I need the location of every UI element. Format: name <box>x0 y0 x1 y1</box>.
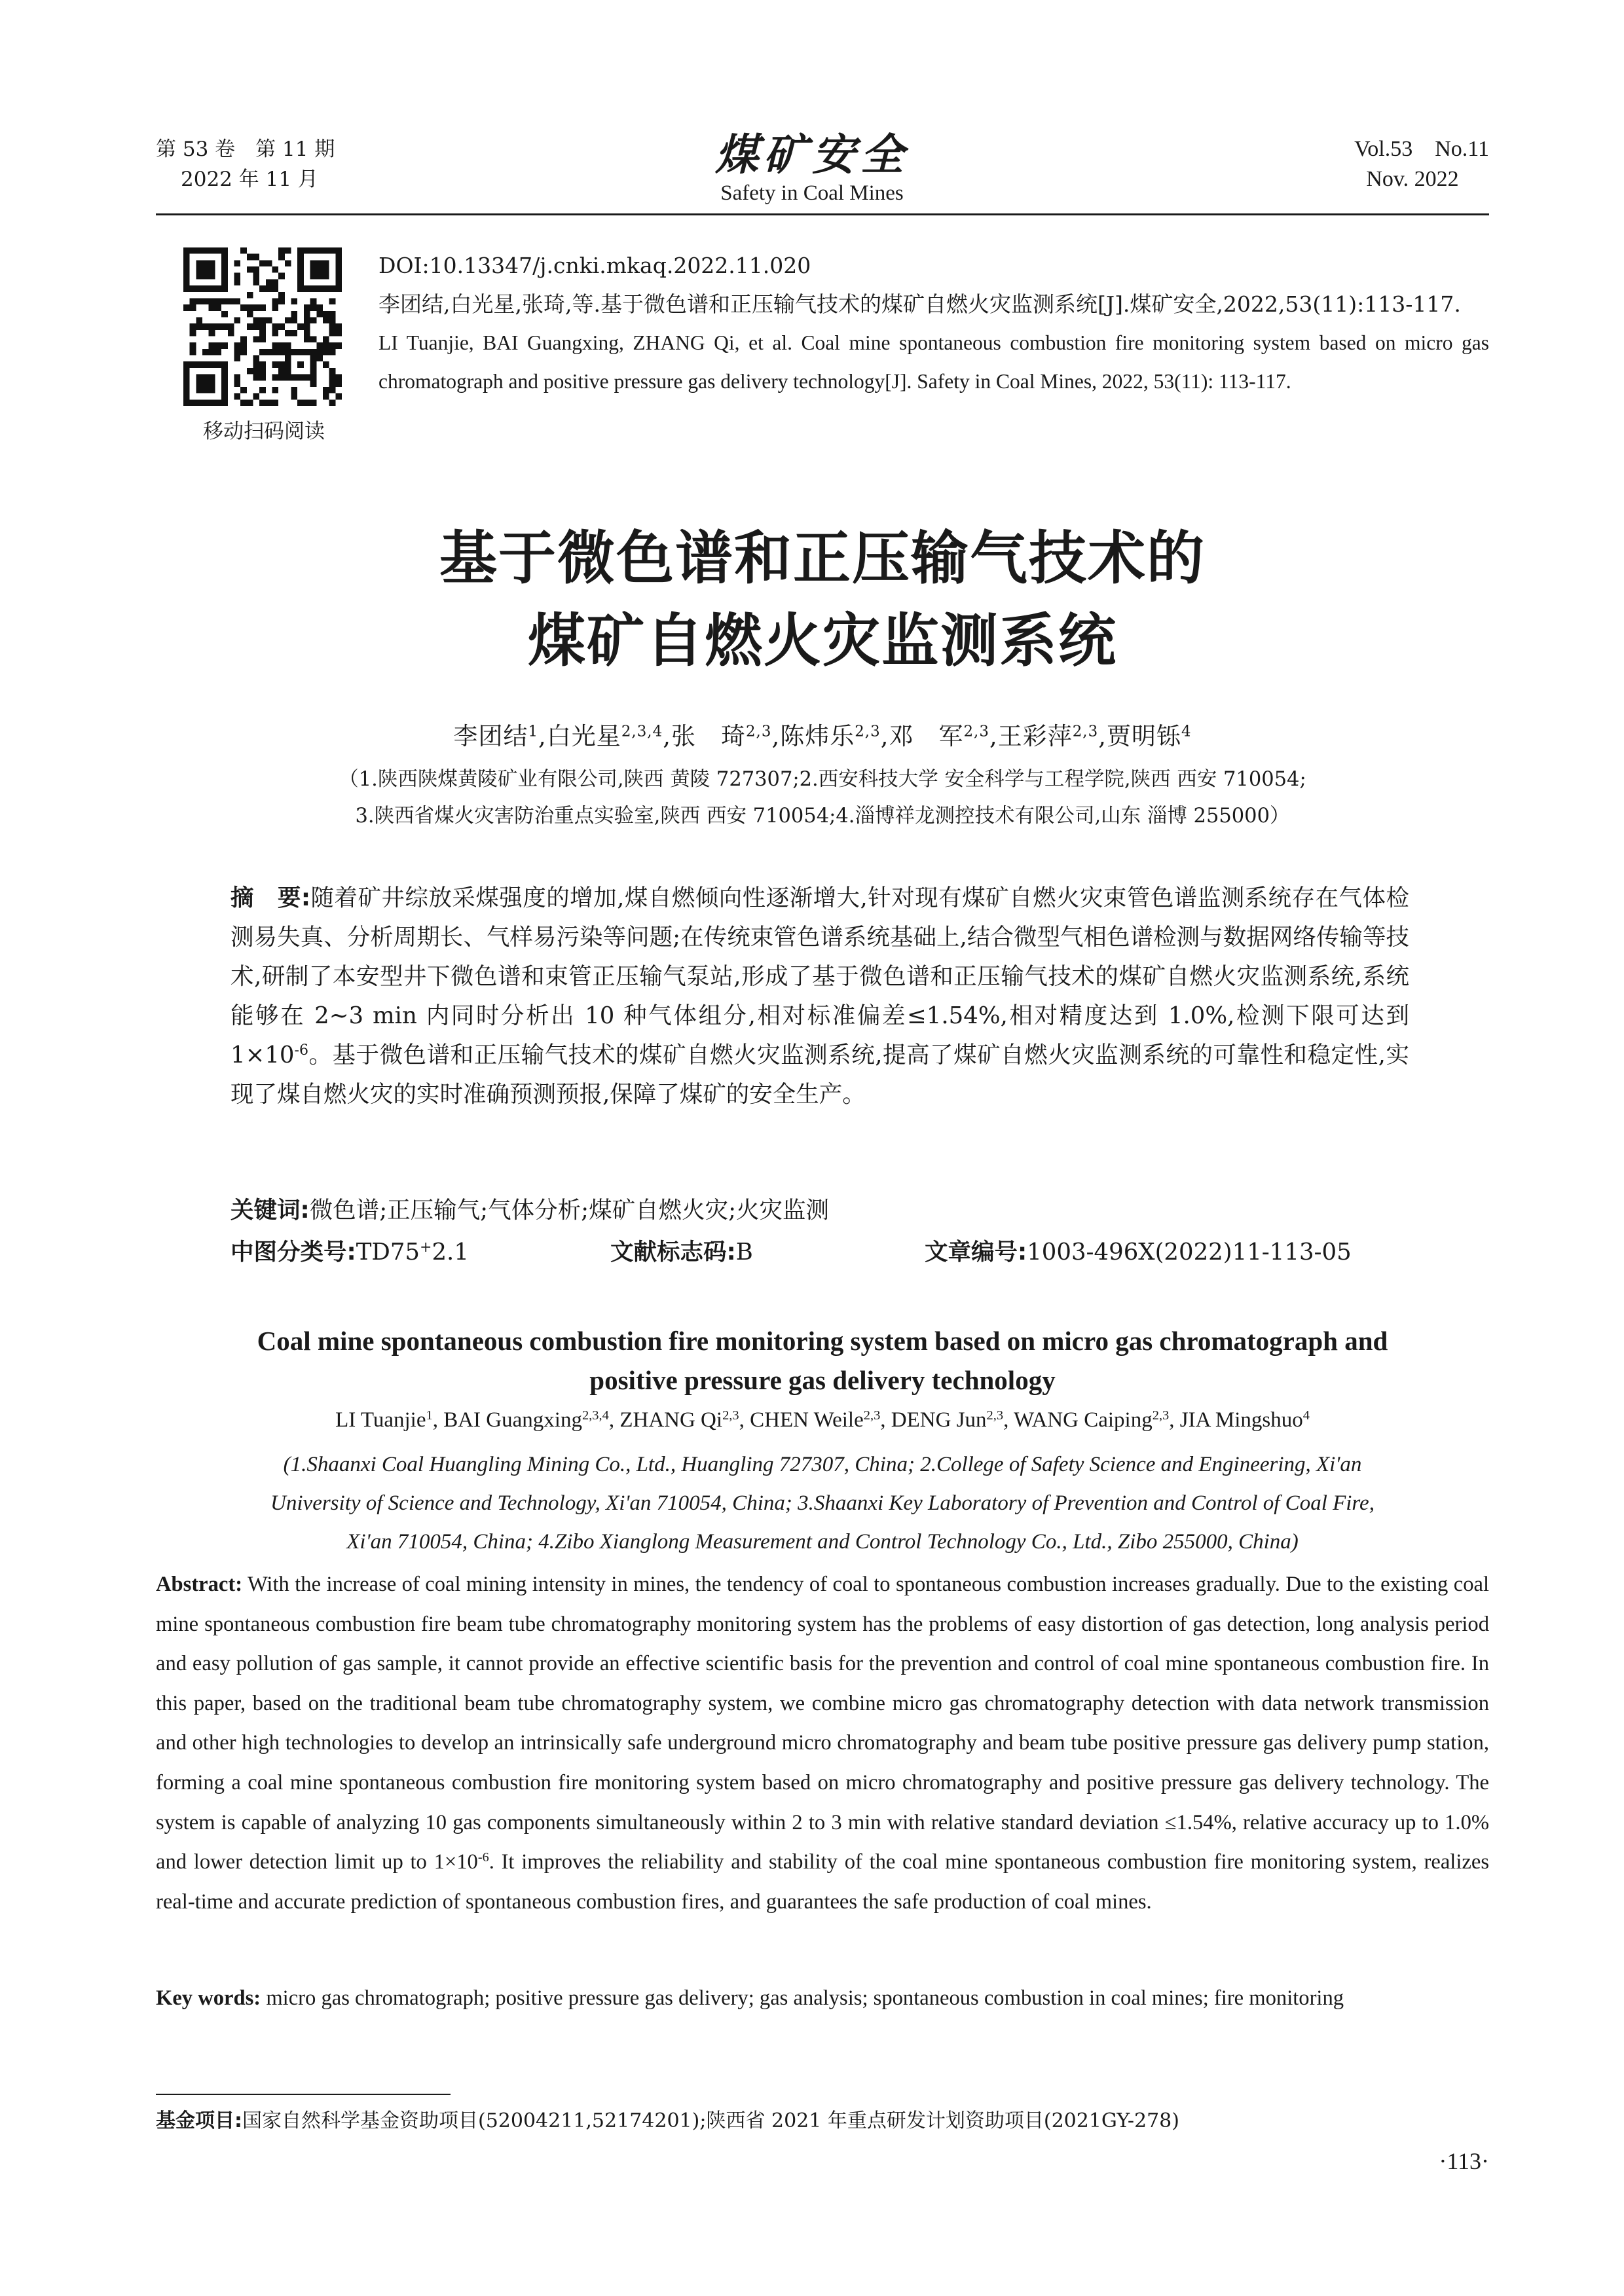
keywords-cn <box>231 1192 1409 1225</box>
affiliation-en-line: Xi'an 710054, China; 4.Zibo Xianglong Measurement and Control Technology Co., Ltd., Zibo 255000, China) <box>346 1530 1299 1554</box>
abstract-text: 随着矿井综放采煤强度的增加,煤自燃倾向性逐渐增大,针对现有煤矿自燃火灾束管色谱监测系统存在气体检测易失真、分析周期长、气样易污染等问题;在传统束管色谱系统基础上,结合微型气相色谱检测与数据网络传输等技术,研制了本安型井下微色谱和束管正压输气泵站,形成了基于微色谱和正压输气技术的煤矿自燃火灾监测系统,系统能够在 2~3 min 内同时分析出 10 种气体组分,相对标准偏差≤1.54%,相对精度达到 1.0%,检测下限可达到 1×10 <box>231 884 1409 1068</box>
clc-value: TD75 <box>356 1239 420 1266</box>
paper-title-cn <box>156 517 1489 682</box>
header-date-line: 2022 年 11 月 <box>181 168 318 191</box>
abstract-text-cont: 。基于微色谱和正压输气技术的煤矿自燃火灾监测系统,提高了煤矿自燃火灾监测系统的可靠性和稳定性,实现了煤自燃火灾的实时准确预测预报,保障了煤矿的安全生产。 <box>231 1042 1409 1108</box>
journal-name-en: Safety in Coal Mines <box>720 181 904 205</box>
header-volume-line: 第 53 卷 第 11 期 <box>156 137 335 161</box>
keywords-text: 微色谱;正压输气;气体分析;煤矿自燃火灾;火灾监测 <box>309 1197 830 1224</box>
citation-cn: 李团结,白光星,张琦,等.基于微色谱和正压输气技术的煤矿自燃火灾监测系统[J].煤矿安全,2022,53(11):113-117. <box>378 291 1461 317</box>
keywords-label: 关键词: <box>231 1197 310 1224</box>
author-name: JIA Mingshuo <box>1179 1408 1303 1432</box>
author-name: CHEN Weile <box>750 1408 864 1432</box>
author-affil-sup: 2,3 <box>986 1408 1004 1423</box>
author-name: 王彩萍 <box>997 722 1073 750</box>
affiliation-line: 3.陕西省煤火灾害防治重点实验室,陕西 西安 710054;4.淄博祥龙测控技术有限公司,山东 淄博 255000） <box>355 805 1290 828</box>
authors-cn: 李团结$^1$,白光星$^{2,3,4}$,张 琦$^{2,3}$,陈炜乐$^{2,3}$,邓 军$^{2,3}$,王彩萍$^{2,3}$,贾明铄$^4$ <box>453 722 1192 750</box>
exponent-en: -6 <box>477 1850 489 1865</box>
title-en-line-2: positive pressure gas delivery technology <box>589 1365 1056 1395</box>
journal-masthead <box>648 128 976 206</box>
author-affil-sup: 2,3,4 <box>581 1408 609 1423</box>
clc-tail: 2.1 <box>432 1239 469 1266</box>
author-affil-sup: 2,3 <box>855 723 881 740</box>
page-number: ·113· <box>1439 2148 1489 2174</box>
author-affil-sup: 2,3,4 <box>621 723 663 740</box>
clc-sup: + <box>420 1239 432 1256</box>
qr-label: 移动扫码阅读 <box>203 420 325 443</box>
abstract-cn <box>231 879 1409 1114</box>
title-line-1: 基于微色谱和正压输气技术的 <box>439 524 1206 592</box>
affiliations-en <box>156 1446 1489 1561</box>
authors-en: LI Tuanjie$^1$, BAI Guangxing$^{2,3,4}$, ZHANG Qi$^{2,3}$, CHEN Weile$^{2,3}$, DENG Jun$^{2,3}$, WANG Caiping$^{2,3}$, JIA Mingshuo$^4$ <box>335 1408 1310 1432</box>
author-name: 白光星 <box>546 722 621 750</box>
doi[interactable]: DOI:10.13347/j.cnki.mkaq.2022.11.020 <box>378 253 811 278</box>
article-number <box>925 1233 1352 1267</box>
author-affil-sup: 2,3 <box>963 723 989 740</box>
citation-en: LI Tuanjie, BAI Guangxing, ZHANG Qi, et al. Coal mine spontaneous combustion fire monitoring system based on micro gas chromatograph and positive pressure gas delivery technology[J]. Safety in Coal Mines, 2022, 53(11): 113-117. <box>378 331 1489 393</box>
document-code <box>610 1233 753 1267</box>
header-volume-en-line: Vol.53 No.11 <box>1354 137 1489 161</box>
doc-value: B <box>735 1239 753 1266</box>
citation-block <box>378 246 1489 401</box>
art-label: 文章编号: <box>925 1239 1027 1266</box>
doc-label: 文献标志码: <box>610 1239 736 1266</box>
author-name: 李团结 <box>453 722 528 750</box>
author-affil-sup: 2,3 <box>722 1408 739 1423</box>
author-name: 贾明铄 <box>1106 722 1181 750</box>
art-value: 1003-496X(2022)11-113-05 <box>1027 1239 1352 1266</box>
author-name: 邓 军 <box>889 722 964 750</box>
author-name: LI Tuanjie <box>335 1408 426 1432</box>
keywords-en-text: micro gas chromatograph; positive pressure gas delivery; gas analysis; spontaneous combustion in coal mines; fire monitoring <box>266 1986 1344 2010</box>
author-name: BAI Guangxing <box>443 1408 582 1432</box>
funding-text: 国家自然科学基金资助项目(52004211,52174201);陕西省 2021 年重点研发计划资助项目(2021GY-278) <box>242 2109 1179 2132</box>
author-name: ZHANG Qi <box>619 1408 723 1432</box>
affiliation-en-line: (1.Shaanxi Coal Huangling Mining Co., Ltd., Huangling 727307, China; 2.College of Safety Science and Engineering, Xi'an <box>283 1453 1362 1476</box>
paper-title-en <box>156 1321 1489 1400</box>
abstract-en-text-cont: . It improves the reliability and stability of the coal mine spontaneous combustion fire monitoring system, realizes real-time and accurate prediction of spontaneous combustion fires, and guarantees the safe production of coal mines. <box>156 1850 1490 1914</box>
footnote-rule <box>156 2094 451 2095</box>
affiliation-line: （1.陕西陕煤黄陵矿业有限公司,陕西 黄陵 727307;2.西安科技大学 安全科学与工程学院,陕西 西安 710054; <box>339 768 1306 791</box>
author-name: 陈炜乐 <box>780 722 855 750</box>
author-affil-sup: 2,3 <box>1152 1408 1170 1423</box>
author-affil-sup: 1 <box>426 1408 433 1423</box>
header-date-en-line: Nov. 2022 <box>1366 167 1459 191</box>
author-affil-sup: 2,3 <box>745 723 772 740</box>
funding-label: 基金项目: <box>156 2109 242 2132</box>
title-line-2: 煤矿自燃火灾监测系统 <box>527 607 1117 674</box>
header-volume-en <box>1297 134 1489 194</box>
affiliations-cn <box>156 761 1489 835</box>
clc-code <box>231 1233 469 1267</box>
qr-code-icon[interactable] <box>183 247 342 406</box>
exponent: -6 <box>294 1042 308 1059</box>
journal-logo: 煤矿安全 <box>715 129 909 180</box>
keywords-en-label: Key words: <box>156 1986 261 2010</box>
clc-label: 中图分类号: <box>231 1239 356 1266</box>
author-affil-sup: 2,3 <box>1072 723 1099 740</box>
author-affil-sup: 2,3 <box>863 1408 881 1423</box>
keywords-en <box>156 1978 1489 2018</box>
abstract-en <box>156 1565 1489 1922</box>
funding-note <box>156 2104 1489 2133</box>
abstract-en-label: Abstract: <box>156 1573 243 1596</box>
header-volume-cn <box>156 134 335 194</box>
author-affil-sup: 4 <box>1302 1408 1310 1423</box>
author-name: DENG Jun <box>891 1408 987 1432</box>
author-affil-sup: 4 <box>1181 723 1192 740</box>
author-name: 张 琦 <box>671 722 746 750</box>
author-affil-sup: 1 <box>528 723 539 740</box>
abstract-en-text: With the increase of coal mining intensity in mines, the tendency of coal to spontaneous combustion increases gradually. Due to the existing coal mine spontaneous combustion fire beam tube chromatography monitoring system has the problems of easy distortion of gas detection, long analysis period and easy pollution of gas sample, it cannot provide an effective scientific basis for the prevention and control of coal mine spontaneous combustion fire. In this paper, based on the traditional beam tube chromatography system, we combine micro gas chromatography detection with data network transmission and other high technologies to develop an intrinsically safe underground micro chromatography and beam tube positive pressure gas delivery pump station, forming a coal mine spontaneous combustion fire monitoring system based on micro chromatography and positive pressure gas delivery technology. The system is capable of analyzing 10 gas components simultaneously within 2 to 3 min with relative standard deviation ≤1.54%, relative accuracy up to 1.0% and lower detection limit up to 1×10 <box>156 1573 1489 1874</box>
header-rule <box>156 213 1489 215</box>
author-name: WANG Caiping <box>1013 1408 1153 1432</box>
abstract-label: 摘 要: <box>231 884 311 911</box>
title-en-line-1: Coal mine spontaneous combustion fire monitoring system based on micro gas chromatograph and <box>257 1326 1388 1356</box>
affiliation-en-line: University of Science and Technology, Xi'an 710054, China; 3.Shaanxi Key Laboratory of Prevention and Control of Coal Fire, <box>270 1491 1375 1515</box>
